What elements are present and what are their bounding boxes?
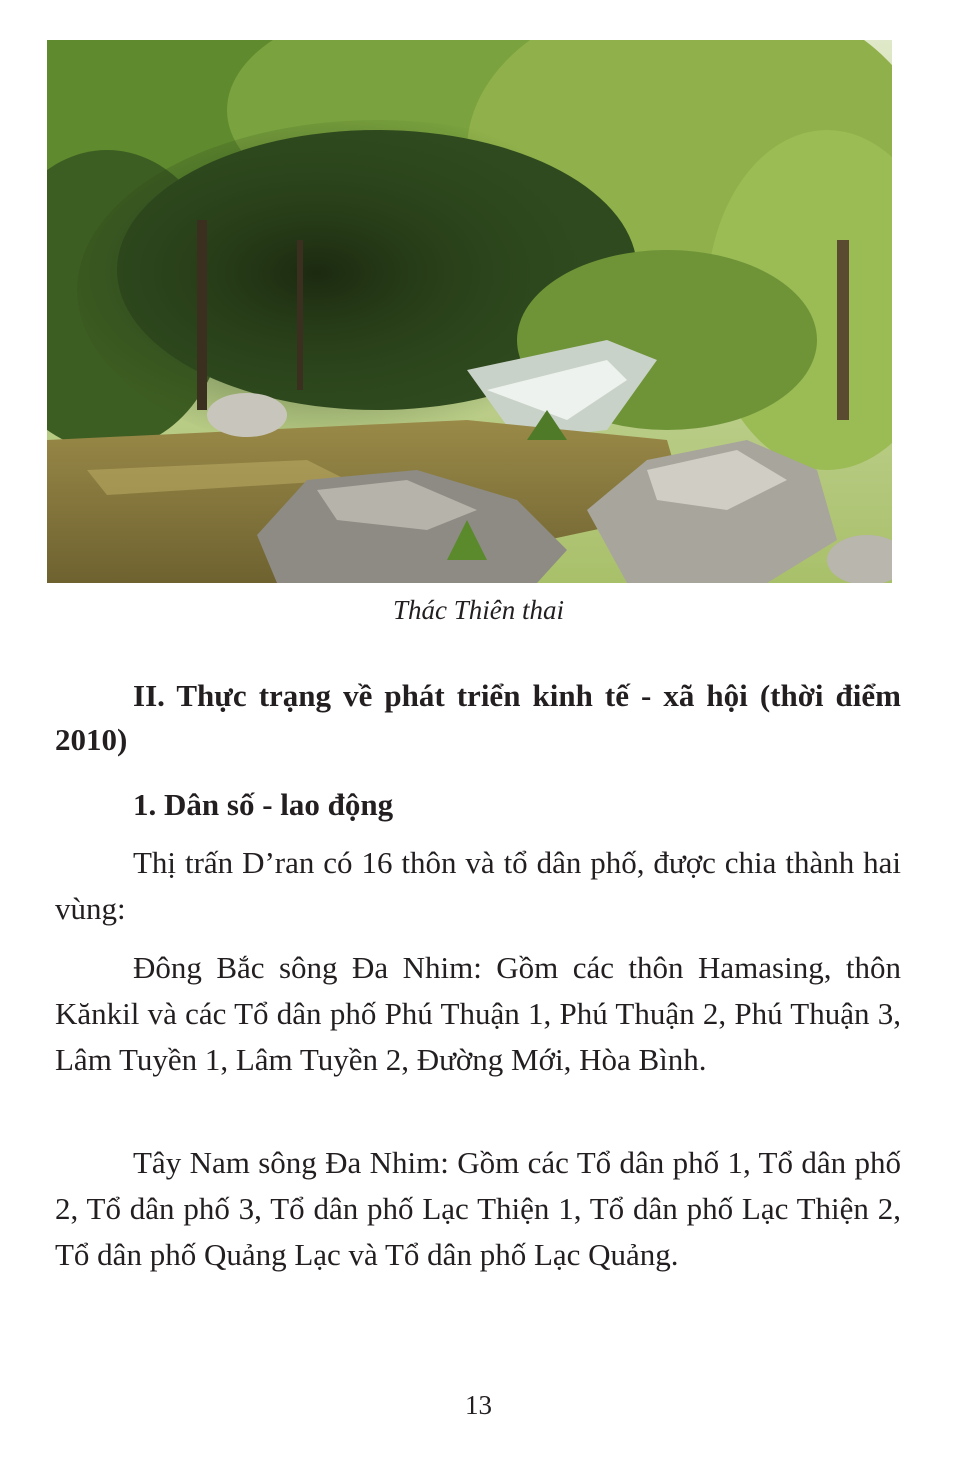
waterfall-photo <box>47 40 892 583</box>
paragraph: Tây Nam sông Đa Nhim: Gồm các Tổ dân phố 1, Tổ dân phố 2, Tổ dân phố 3, Tổ dân phố Lạc Thiện 1, Tổ dân phố Lạc Thiện 2, Tổ dân phố Quảng Lạc và Tổ dân phố Lạc Quảng. <box>55 1145 901 1272</box>
subsection-heading: 1. Dân số - lao động <box>133 787 394 822</box>
figure-caption: Thác Thiên thai <box>392 595 564 625</box>
paragraph: Đông Bắc sông Đa Nhim: Gồm các thôn Hamasing, thôn Kănkil và các Tổ dân phố Phú Thuận 1, Phú Thuận 2, Phú Thuận 3, Lâm Tuyền 1, Lâm Tuyền 2, Đường Mới, Hòa Bình. <box>55 950 901 1077</box>
paragraph: Thị trấn D’ran có 16 thôn và tổ dân phố, được chia thành hai vùng: <box>55 845 901 926</box>
page-number: 13 <box>465 1390 492 1420</box>
section-heading: II. Thực trạng về phát triển kinh tế - xã hội (thời điểm 2010) <box>55 678 901 757</box>
